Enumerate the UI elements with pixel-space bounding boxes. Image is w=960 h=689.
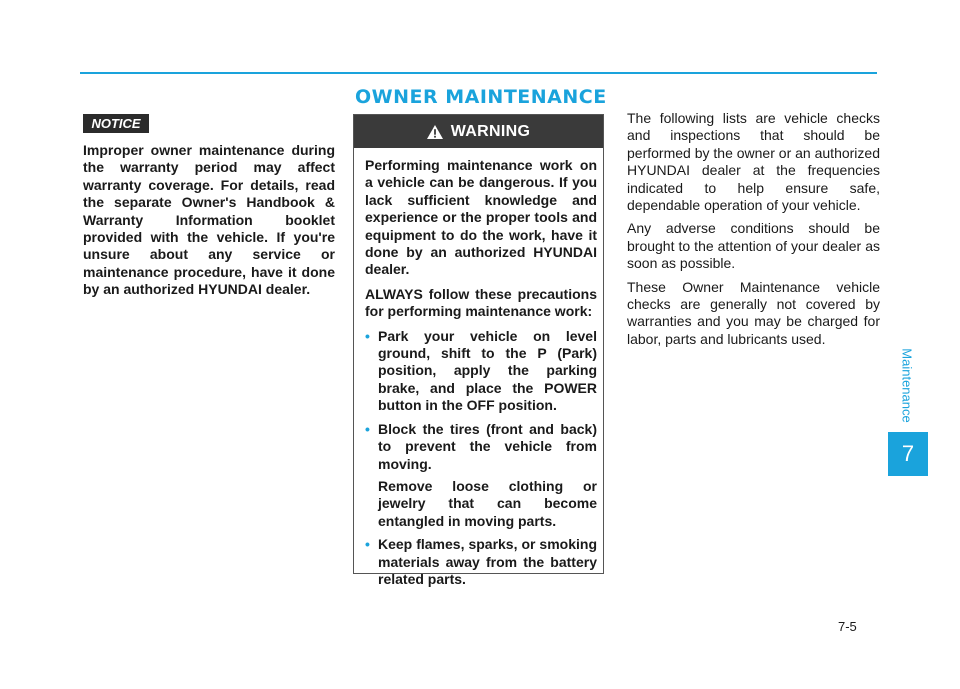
chapter-tab: 7 (888, 432, 928, 476)
notice-text: Improper owner maintenance during the warranty period may affect warranty coverage. For details, read the separate Owner's Handbook & Warranty Information booklet provided with the vehicle. If you're unsure about any service or maintenance procedure, have it done by an authorized HYUNDAI dealer. (83, 142, 335, 298)
list-item (365, 328, 597, 415)
warning-triangle-icon (427, 125, 443, 139)
warning-body (354, 148, 603, 588)
bullet-icon: • (365, 327, 370, 344)
list-item-extra-text: Remove loose clothing or jewelry that can become entangled in moving parts. (378, 477, 597, 529)
page-number: 7-5 (838, 619, 857, 634)
list-item-text: Keep flames, sparks, or smoking materials away from the battery related parts. (378, 536, 597, 587)
section-title: OWNER MAINTENANCE (355, 86, 607, 108)
list-item (365, 421, 597, 530)
body-paragraph: These Owner Maintenance vehicle checks are generally not covered by warranties and you may be charged for labor, parts and lubricants used. (627, 278, 880, 347)
header-rule (80, 72, 877, 74)
body-text-column (627, 110, 880, 354)
warning-header-label: WARNING (450, 122, 531, 140)
notice-badge: NOTICE (83, 114, 149, 133)
body-paragraph: The following lists are vehicle checks and inspections that should be performed by the owner or an authorized HYUNDAI dealer at the frequencies indicated to help ensure safe, dependable operation of your vehicle. (627, 110, 880, 214)
list-item-text: Block the tires (front and back) to prevent the vehicle from moving. (378, 420, 597, 472)
warning-precautions-lead: ALWAYS follow these precautions for performing maintenance work: (365, 285, 597, 320)
chapter-side-label-text: Maintenance (899, 347, 915, 423)
body-paragraph: Any adverse conditions should be brought to the attention of your dealer as soon as possible. (627, 220, 880, 272)
list-item-text: Park your vehicle on level ground, shift to the P (Park) position, apply the parking brake, and place the POWER button in the OFF position. (378, 327, 597, 414)
bullet-icon: • (365, 536, 370, 553)
warning-intro: Performing maintenance work on a vehicle can be dangerous. If you lack sufficient knowledge and experience or the proper tools and equipment to do the work, have it done by an authorized HYUNDAI dealer. (365, 157, 597, 278)
bullet-icon: • (365, 420, 370, 437)
warning-box (353, 114, 604, 587)
warning-header (354, 115, 603, 148)
warning-list (365, 328, 597, 589)
list-item (365, 536, 597, 588)
chapter-side-label (897, 340, 917, 430)
